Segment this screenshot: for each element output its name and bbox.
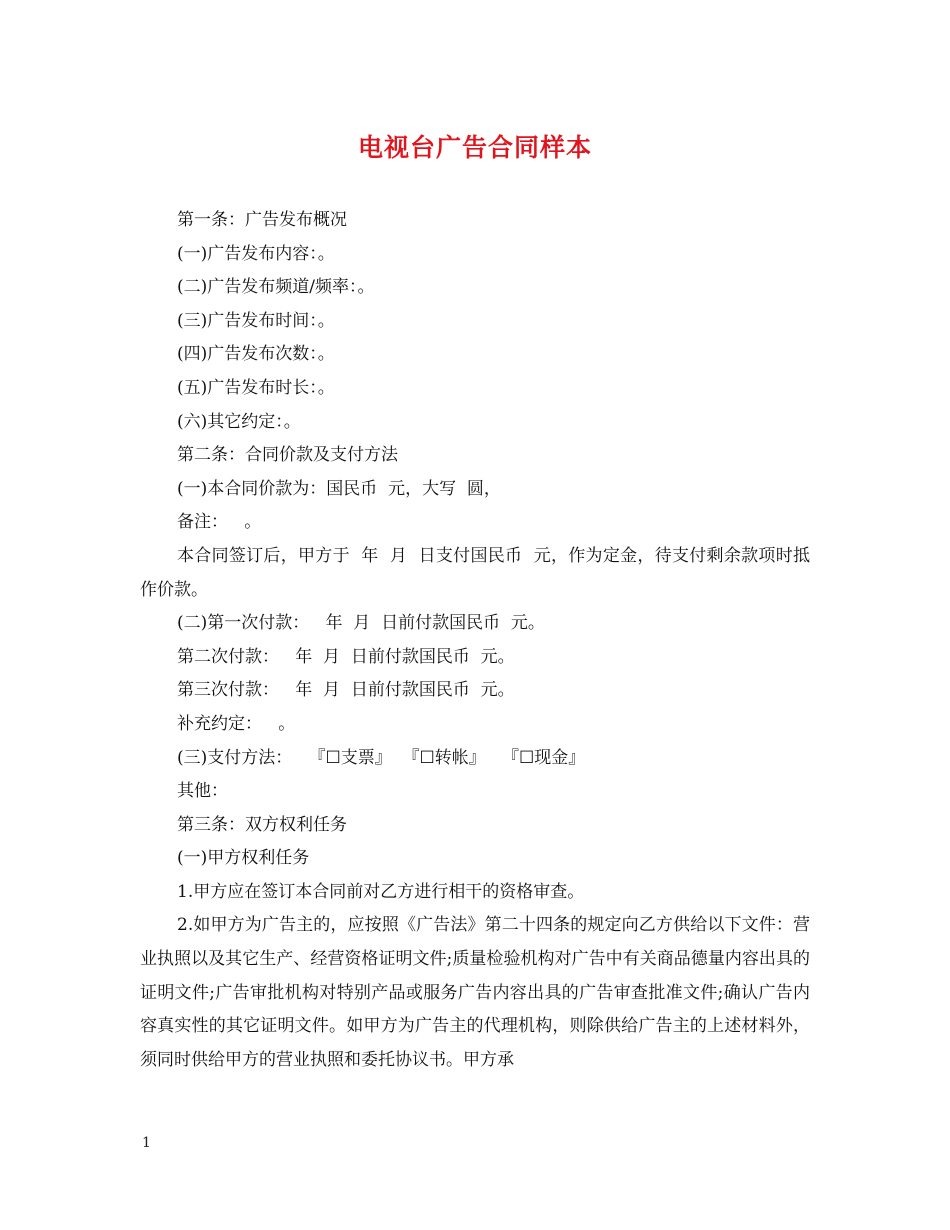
paragraph: 补充约定： 。 [177,713,296,734]
paragraph: (一)本合同价款为：国民币 元，大写 圆， [177,478,501,499]
paragraph: 第三条：双方权利任务 [177,814,347,835]
paragraph: (一)甲方权利任务 [177,848,310,869]
document-title: 电视台广告合同样本 [357,133,592,162]
paragraph: (五)广告发布时长：。 [177,377,335,398]
paragraph: 2.如甲方为广告主的，应按照《广告法》第二十四条的规定向乙方供给以下文件：营业执照以及其它生产、经营资格证明文件;质量检验机构对广告中有关商品德量内容出具的证明文件;广告审批机构对特别产品或服务广告内容出具的广告审查批准文件;确认广告内容真实性的其它证明文件。如甲方为广告主的代理机构，则除供给广告主的上述材料外，须同时供给甲方的营业执照和委托协议书。甲方承 [140,915,810,1070]
paragraph: (四)广告发布次数：。 [177,344,335,365]
paragraph: (三)广告发布时间：。 [177,310,335,331]
paragraph: 第二次付款： 年 月 日前付款国民币 元。 [177,646,515,667]
paragraph: (一)广告发布内容：。 [177,243,335,264]
paragraph: 第二条：合同价款及支付方法 [177,445,398,466]
paragraph: 第三次付款： 年 月 日前付款国民币 元。 [177,680,515,701]
document-body [140,204,810,1077]
paragraph: 其他： [177,781,228,802]
paragraph: (三)支付方法： 『☐支票』 『☐转帐』 『☐现金』 [177,747,586,768]
paragraph: (二)广告发布频道/频率：。 [177,277,375,298]
page-number: 1 [142,1135,151,1151]
paragraph: 备注： 。 [177,512,262,533]
paragraph: (二)第一次付款： 年 月 日前付款国民币 元。 [177,613,545,634]
paragraph: 本合同签订后，甲方于 年 月 日支付国民币 元，作为定金，待支付剩余款项时抵作价款。 [140,545,810,600]
paragraph: 1.甲方应在签订本合同前对乙方进行相干的资格审查。 [177,881,585,902]
paragraph: (六)其它约定：。 [177,411,301,432]
paragraph: 第一条：广告发布概况 [177,210,347,230]
